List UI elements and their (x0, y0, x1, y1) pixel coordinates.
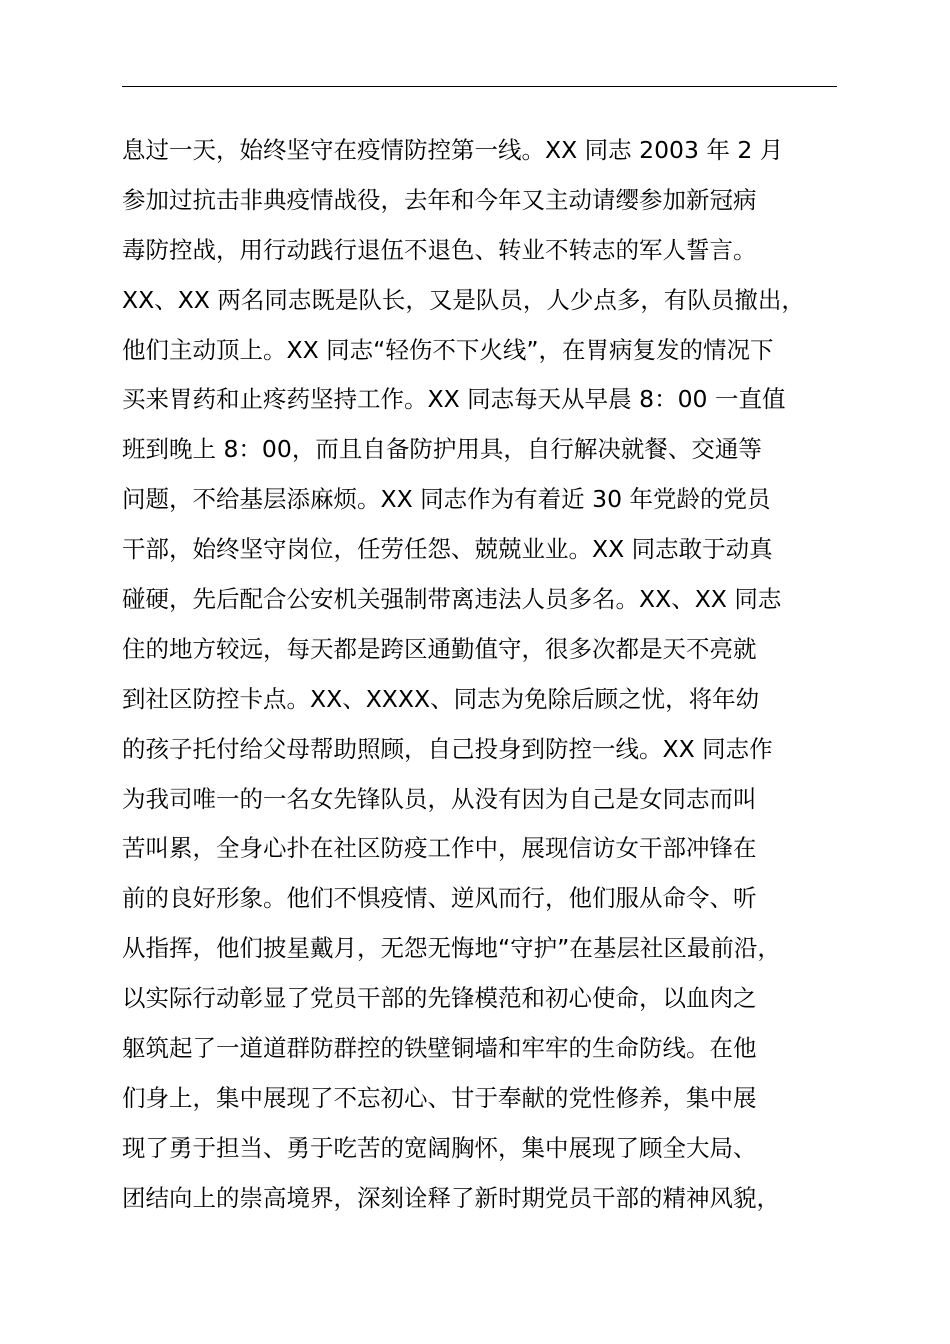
text-line: 参加过抗击非典疫情战役，去年和今年又主动请缨参加新冠病 (122, 185, 757, 214)
text-line: 干部，始终坚守岗位，任劳任怨、兢兢业业。XX 同志敢于动真 (122, 535, 773, 564)
text-line: 买来胃药和止疼药坚持工作。XX 同志每天从早晨 8：00 一直值 (122, 385, 786, 414)
text-line: XX、XX 两名同志既是队长，又是队员，人少点多，有队员撤出， (122, 285, 805, 314)
header-rule (122, 86, 837, 87)
text-line: 们身上，集中展现了不忘初心、甘于奉献的党性修养，集中展 (122, 1083, 757, 1112)
text-line: 现了勇于担当、勇于吃苦的宽阔胸怀，集中展现了顾全大局、 (122, 1133, 757, 1162)
text-line: 苦叫累，全身心扑在社区防疫工作中，展现信访女干部冲锋在 (122, 834, 757, 863)
text-line: 住的地方较远，每天都是跨区通勤值守，很多次都是天不亮就 (122, 634, 757, 663)
text-line: 团结向上的崇高境界，深刻诠释了新时期党员干部的精神风貌， (122, 1183, 780, 1212)
text-line: 他们主动顶上。XX 同志“轻伤不下火线”，在胃病复发的情况下 (122, 335, 774, 364)
text-line: 为我司唯一的一名女先锋队员，从没有因为自己是女同志而叫 (122, 784, 757, 813)
text-line: 毒防控战，用行动践行退伍不退色、转业不转志的军人誓言。 (122, 235, 757, 264)
text-line: 到社区防控卡点。XX、XXXX、同志为免除后顾之忧，将年幼 (122, 684, 760, 713)
text-line: 的孩子托付给父母帮助照顾，自己投身到防控一线。XX 同志作 (122, 734, 773, 763)
text-line: 以实际行动彰显了党员干部的先锋模范和初心使命，以血肉之 (122, 984, 757, 1013)
text-line: 躯筑起了一道道群防群控的铁壁铜墙和牢牢的生命防线。在他 (122, 1034, 757, 1063)
text-line: 问题，不给基层添麻烦。XX 同志作为有着近 30 年党龄的党员 (122, 485, 771, 514)
text-line: 前的良好形象。他们不惧疫情、逆风而行，他们服从命令、听 (122, 884, 757, 913)
body-paragraph (122, 126, 862, 1224)
text-line: 从指挥，他们披星戴月，无怨无悔地“守护”在基层社区最前沿， (122, 934, 781, 963)
text-line: 班到晚上 8：00，而且自备防护用具，自行解决就餐、交通等 (122, 435, 762, 464)
text-line: 息过一天，始终坚守在疫情防控第一线。XX 同志 2003 年 2 月 (122, 136, 784, 164)
text-line: 碰硬，先后配合公安机关强制带离违法人员多名。XX、XX 同志 (122, 585, 782, 614)
